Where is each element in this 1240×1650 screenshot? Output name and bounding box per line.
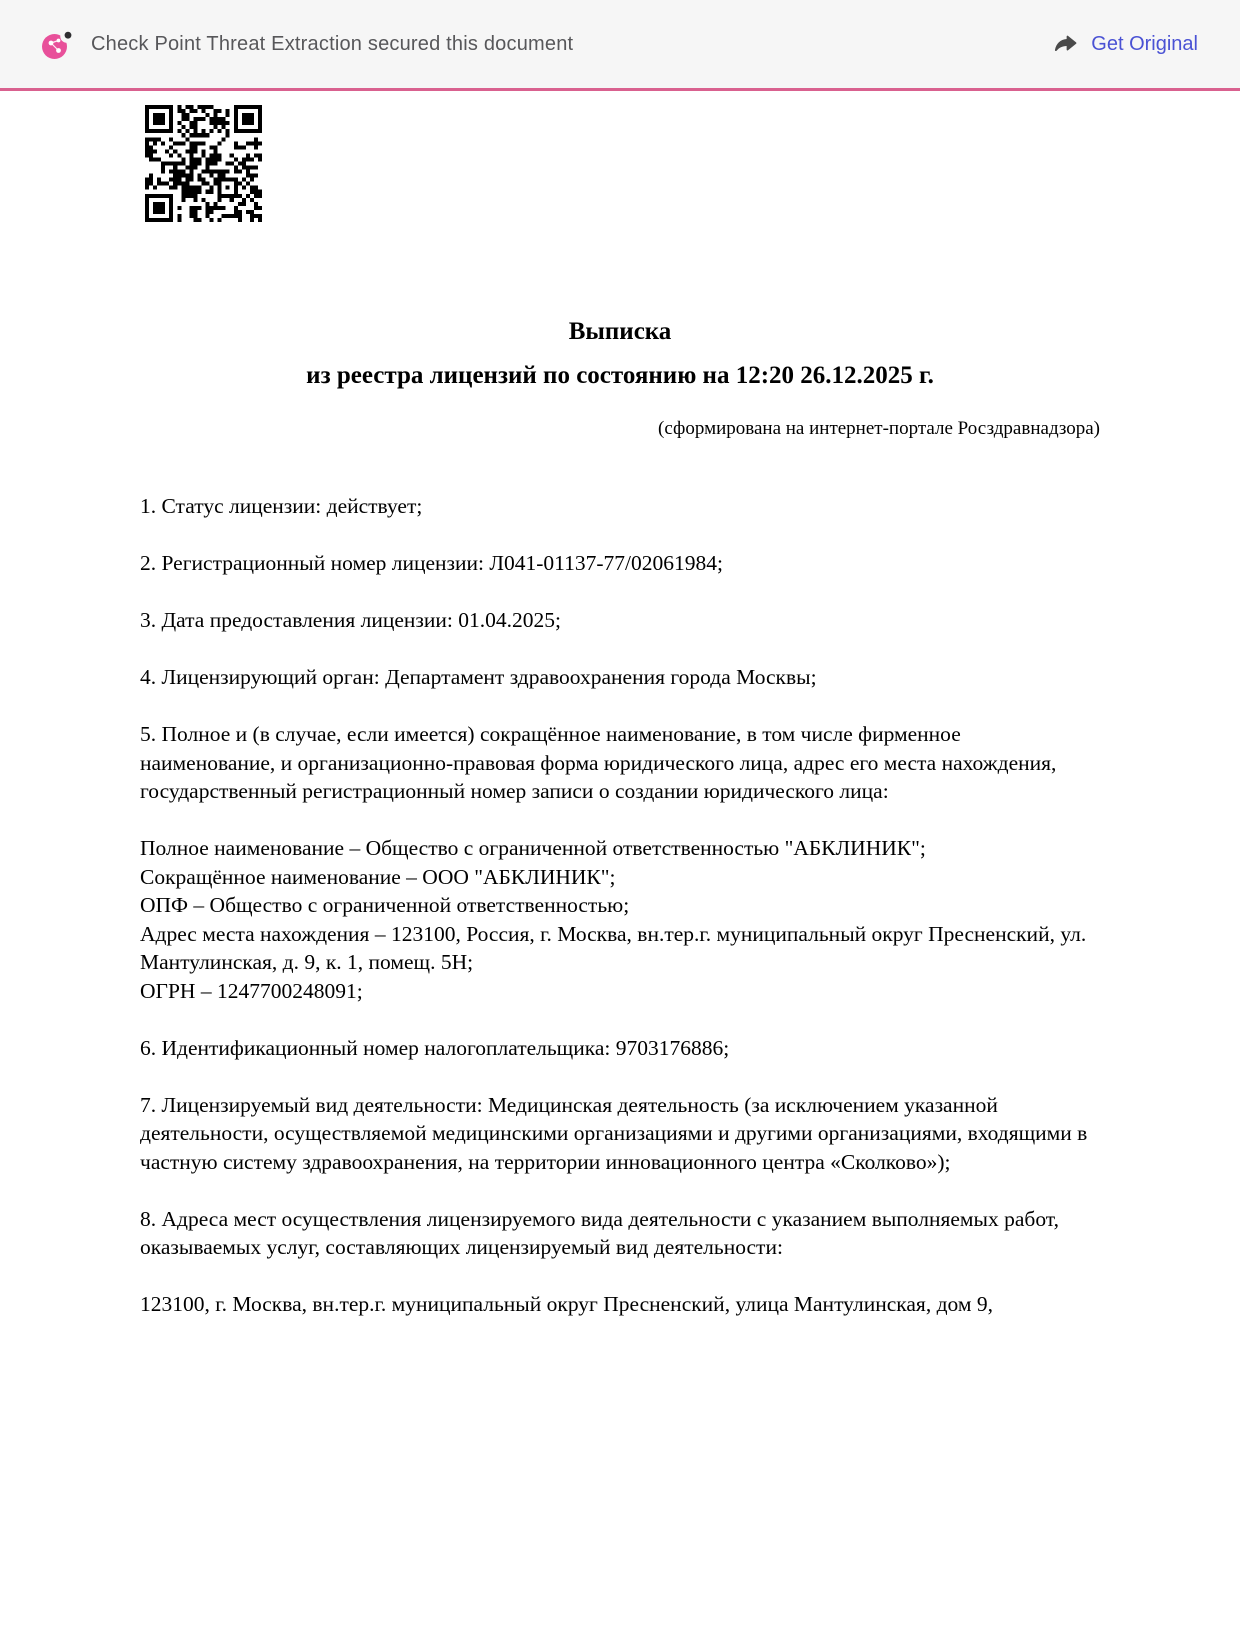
document-title-line2: из реестра лицензий по состоянию на 12:20 26.12.2025 г. <box>306 362 934 389</box>
org-full-name: Полное наименование – Общество с ограниченной ответственностью "АБКЛИНИК"; <box>140 836 926 860</box>
paragraph-addresses-heading: 8. Адреса мест осуществления лицензируемого вида деятельности с указанием выполняемых работ, оказываемых услуг, составляющих лицензируемый вид деятельности: <box>140 1206 1059 1259</box>
get-original-label: Get Original <box>1091 32 1198 55</box>
paragraph-activity-address: 123100, г. Москва, вн.тер.г. муниципальный округ Пресненский, улица Мантулинская, дом 9, <box>140 1292 993 1316</box>
paragraph-licensing-body: 4. Лицензирующий орган: Департамент здравоохранения города Москвы; <box>140 665 817 689</box>
paragraph-license-date: 3. Дата предоставления лицензии: 01.04.2025; <box>140 608 561 632</box>
paragraph-license-status: 1. Статус лицензии: действует; <box>140 494 423 518</box>
org-short-name: Сокращённое наименование – ООО "АБКЛИНИК"; <box>140 864 616 889</box>
get-original-link[interactable] <box>1051 30 1198 58</box>
document-body <box>140 492 1100 1319</box>
forward-arrow-icon <box>1051 30 1079 58</box>
org-ogrn: ОГРН – 1247700248091; <box>140 978 363 1003</box>
org-address: Адрес места нахождения – 123100, Россия, г. Москва, вн.тер.г. муниципальный округ Пресненский, ул. Мантулинская, д. 9, к. 1, помещ. 5Н; <box>140 921 1087 974</box>
org-opf: ОПФ – Общество с ограниченной ответственностью; <box>140 893 630 917</box>
paragraph-inn: 6. Идентификационный номер налогоплательщика: 9703176886; <box>140 1035 730 1060</box>
org-details-block <box>140 834 1100 1005</box>
document-page <box>0 105 1240 1319</box>
banner-message: Check Point Threat Extraction secured this document <box>91 32 574 55</box>
paragraph-activity-type: 7. Лицензируемый вид деятельности: Медицинская деятельность (за исключением указанной деятельности, осуществляемой медицинскими организациями и другими организациями, входящими в частную систему здравоохранения, на территории инновационного центра «Сколково»); <box>140 1092 1088 1174</box>
document-title-line1: Выписка <box>568 318 672 345</box>
document-title <box>140 310 1100 398</box>
paragraph-license-number: 2. Регистрационный номер лицензии: Л041-01137-77/02061984; <box>140 551 723 575</box>
qr-code-image <box>145 105 262 222</box>
threat-extraction-banner <box>0 0 1240 91</box>
paragraph-org-info-heading: 5. Полное и (в случае, если имеется) сокращённое наименование, в том числе фирменное наименование, и организационно-правовая форма юридического лица, адрес его места нахождения, государственный регистрационный номер записи о создании юридического лица: <box>140 722 1057 803</box>
document-subtitle: (сформирована на интернет-портале Росздравнадзора) <box>658 418 1100 439</box>
checkpoint-logo-icon <box>40 26 74 62</box>
